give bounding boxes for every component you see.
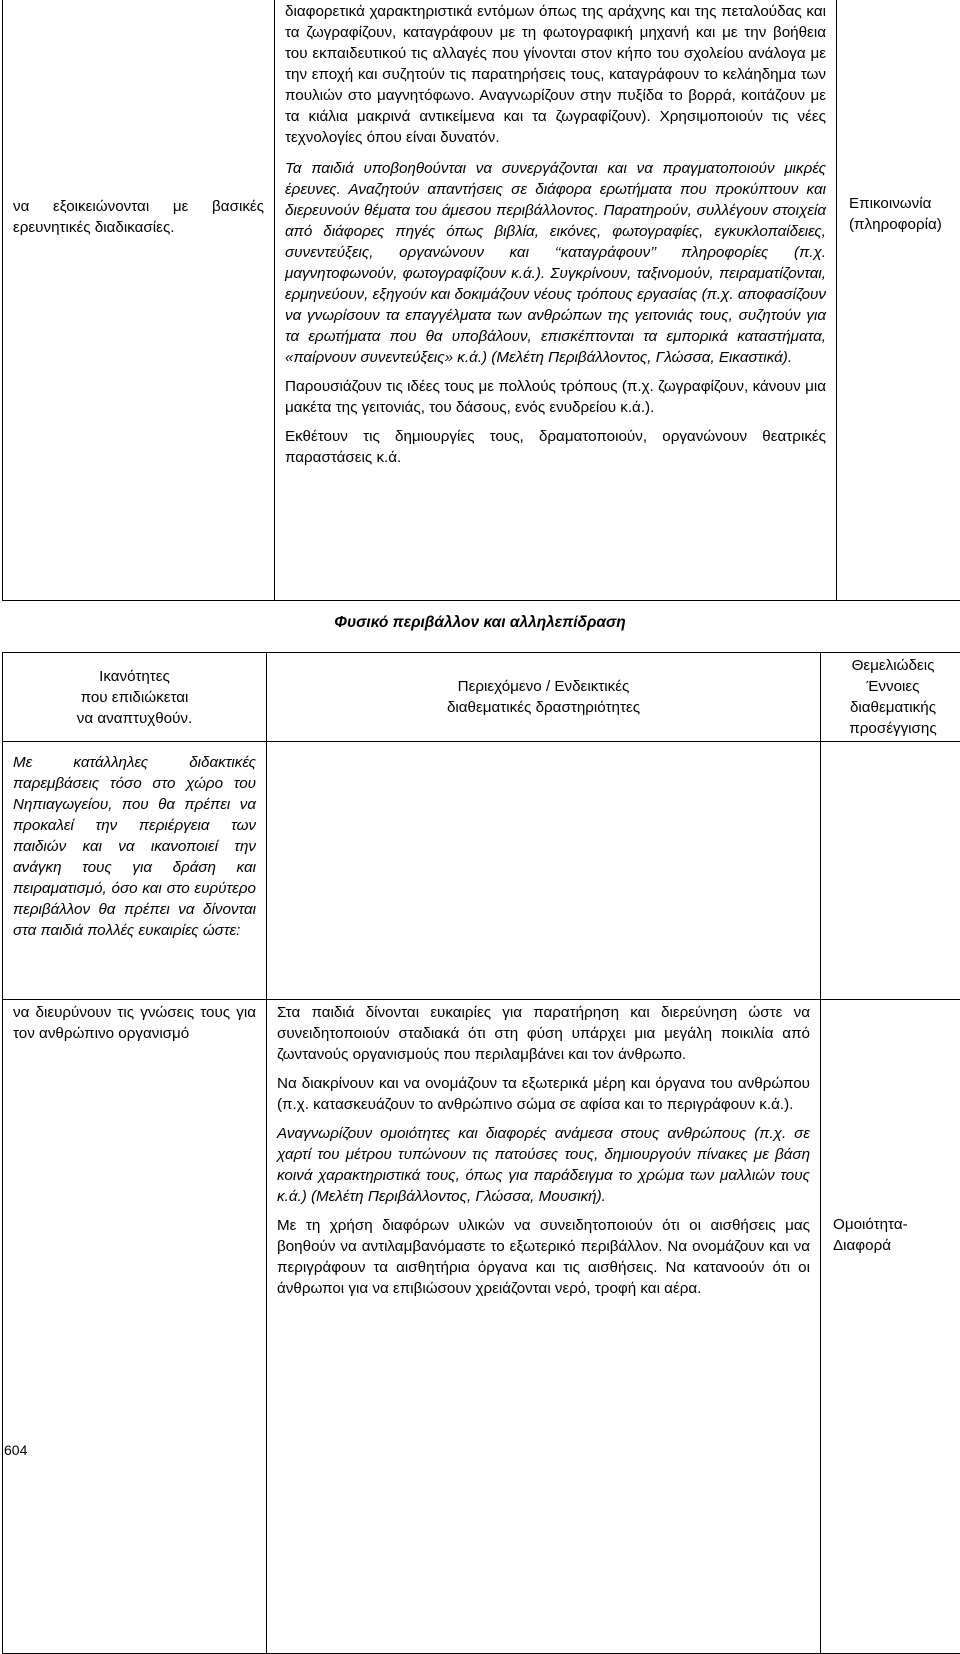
content-paragraph: Παρουσιάζουν τις ιδέες τους με πολλούς τρόπους (π.χ. ζωγραφίζουν, κάνουν μια μακέτα της γειτονιάς, του δάσους, ενός ενυδρείου κ.ά.).	[285, 376, 826, 418]
continued-row	[3, 0, 960, 601]
skills-cell	[3, 0, 275, 601]
header-skills	[3, 653, 267, 742]
content-paragraph: Αναγνωρίζουν ομοιότητες και διαφορές ανάμεσα στους ανθρώπους (π.χ. σε χαρτί του μέτρου τυπώνουν τις πατούσες τους, δημιουργούν πίνακες με βάση κοινά χαρακτηριστικά τους, όπως για παράδειγμα το χρώμα των μαλλιών τους κ.ά.) (Μελέτη Περιβάλλοντος, Γλώσσα, Μουσική).	[277, 1123, 810, 1207]
header-line: Ικανότητες	[9, 666, 260, 687]
intro-row	[3, 742, 960, 1000]
intro-content-empty	[267, 742, 821, 1000]
header-line: Θεμελιώδεις	[827, 655, 959, 676]
header-line: Περιεχόμενο / Ενδεικτικές	[273, 676, 814, 697]
header-row	[3, 653, 960, 742]
header-line: προσέγγισης	[827, 718, 959, 739]
content-paragraph: Στα παιδιά δίνονται ευκαιρίες για παρατήρηση και διερεύνηση ώστε να συνειδητοποιούν σταδιακά ότι στη φύση υπάρχει μια μεγάλη ποικιλία από ζωντανούς οργανισμούς που περιλαμβάνει και τον άνθρωπο.	[277, 1002, 810, 1065]
content-cell	[275, 0, 837, 601]
page-number: 604	[4, 1440, 27, 1461]
skills-cell	[3, 1000, 267, 1654]
concept-text: Επικοινωνία (πληροφορία)	[849, 193, 960, 235]
concept-cell	[821, 1000, 960, 1654]
header-line: Έννοιες	[827, 676, 959, 697]
organism-row	[3, 1000, 960, 1654]
section-title: Φυσικό περιβάλλον και αλληλεπίδραση	[0, 612, 960, 633]
concept-line: Διαφορά	[833, 1235, 953, 1256]
content-cell	[267, 1000, 821, 1654]
content-paragraph: διαφορετικά χαρακτηριστικά εντόμων όπως της αράχνης και της πεταλούδας και τα ζωγραφίζουν, καταγράφουν με τη φωτογραφική μηχανή και με την βοήθεια του εκπαιδευτικού τις αλλαγές που γίνονται στον κήπο του σχολείου ανάλογα με την εποχή και συζητούν τις παρατηρήσεις τους, καταγράφουν το κελάηδημα των πουλιών στο μαγνητόφωνο. Αναγνωρίζουν στην πυξίδα το βορρά, κοιτάζουν με τα κιάλια μακρινά αντικείμενα και τα ζωγραφίζουν). Χρησιμοποιούν τις νέες τεχνολογίες όπου είναι δυνατόν.	[285, 1, 826, 148]
content-paragraph: Με τη χρήση διαφόρων υλικών να συνειδητοποιούν ότι οι αισθήσεις μας βοηθούν να αντιλαμβανόμαστε το εξωτερικό περιβάλλον. Να ονομάζουν και να περιγράφουν τα αισθητήρια όργανα και τις αισθήσεις. Να κατανοούν ότι οι άνθρωποι για να επιβιώσουν χρειάζονται νερό, τροφή και αέρα.	[277, 1215, 810, 1299]
skill-text: να διευρύνουν τις γνώσεις τους για τον ανθρώπινο οργανισμό	[13, 1002, 256, 1044]
intro-cell: Με κατάλληλες διδακτικές παρεμβάσεις τόσο στο χώρο του Νηπιαγωγείου, που θα πρέπει να προκαλεί την περιέργεια των παιδιών και να ικανοποιεί την ανάγκη τους για δράση και πειραματισμό, όσο και στο ευρύτερο περιβάλλον θα πρέπει να δίνονται στα παιδιά πολλές ευκαιρίες ώστε:	[3, 742, 267, 1000]
content-paragraph: Τα παιδιά υποβοηθούνται να συνεργάζονται και να πραγματοποιούν μικρές έρευνες. Αναζητούν απαντήσεις σε διάφορα ερωτήματα που προκύπτουν και διερευνούν θέματα του άμεσου περιβάλλοντος. Παρατηρούν, συλλέγουν στοιχεία από διάφορες πηγές όπως βιβλία, εικόνες, φωτογραφίες, εγκυκλοπαίδειες, συνεντεύξεις, οργανώνουν και ‘‘καταγράφουν’’ πληροφορίες (π.χ. μαγνητοφωνούν, φωτογραφίζουν κ.ά.). Συγκρίνουν, ταξινομούν, πειραματίζονται, ερμηνεύουν, εξηγούν και δοκιμάζουν νέους τρόπους εργασίας (π.χ. αποφασίζουν να γνωρίσουν τα επαγγέλματα των ανθρώπων της γειτονιάς τους, συζητούν για τα ερωτήματα που θα υποβάλουν, επισκέπτονται τα εμπορικά καταστήματα, «παίρνουν συνεντεύξεις» κ.ά.) (Μελέτη Περιβάλλοντος, Γλώσσα, Εικαστικά).	[285, 158, 826, 368]
header-line: που επιδιώκεται	[9, 687, 260, 708]
skill-text: να εξοικειώνονται με βασικές ερευνητικές διαδικασίες.	[13, 196, 264, 238]
content-paragraph: Να διακρίνουν και να ονομάζουν τα εξωτερικά μέρη και όργανα του ανθρώπου (π.χ. κατασκευάζουν το ανθρώπινο σώμα σε αφίσα και το περιγράφουν κ.ά.).	[277, 1073, 810, 1115]
concept-cell	[837, 0, 960, 601]
concept-line: Ομοιότητα-	[833, 1214, 953, 1235]
header-content	[267, 653, 821, 742]
environment-table	[2, 652, 960, 1654]
intro-concepts-empty	[821, 742, 960, 1000]
header-line: διαθεματικής	[827, 697, 959, 718]
header-line: διαθεματικές δραστηριότητες	[273, 697, 814, 718]
header-concepts	[821, 653, 960, 742]
content-paragraph: Εκθέτουν τις δημιουργίες τους, δραματοποιούν, οργανώνουν θεατρικές παραστάσεις κ.ά.	[285, 426, 826, 468]
continued-table	[2, 0, 960, 601]
header-line: να αναπτυχθούν.	[9, 708, 260, 729]
